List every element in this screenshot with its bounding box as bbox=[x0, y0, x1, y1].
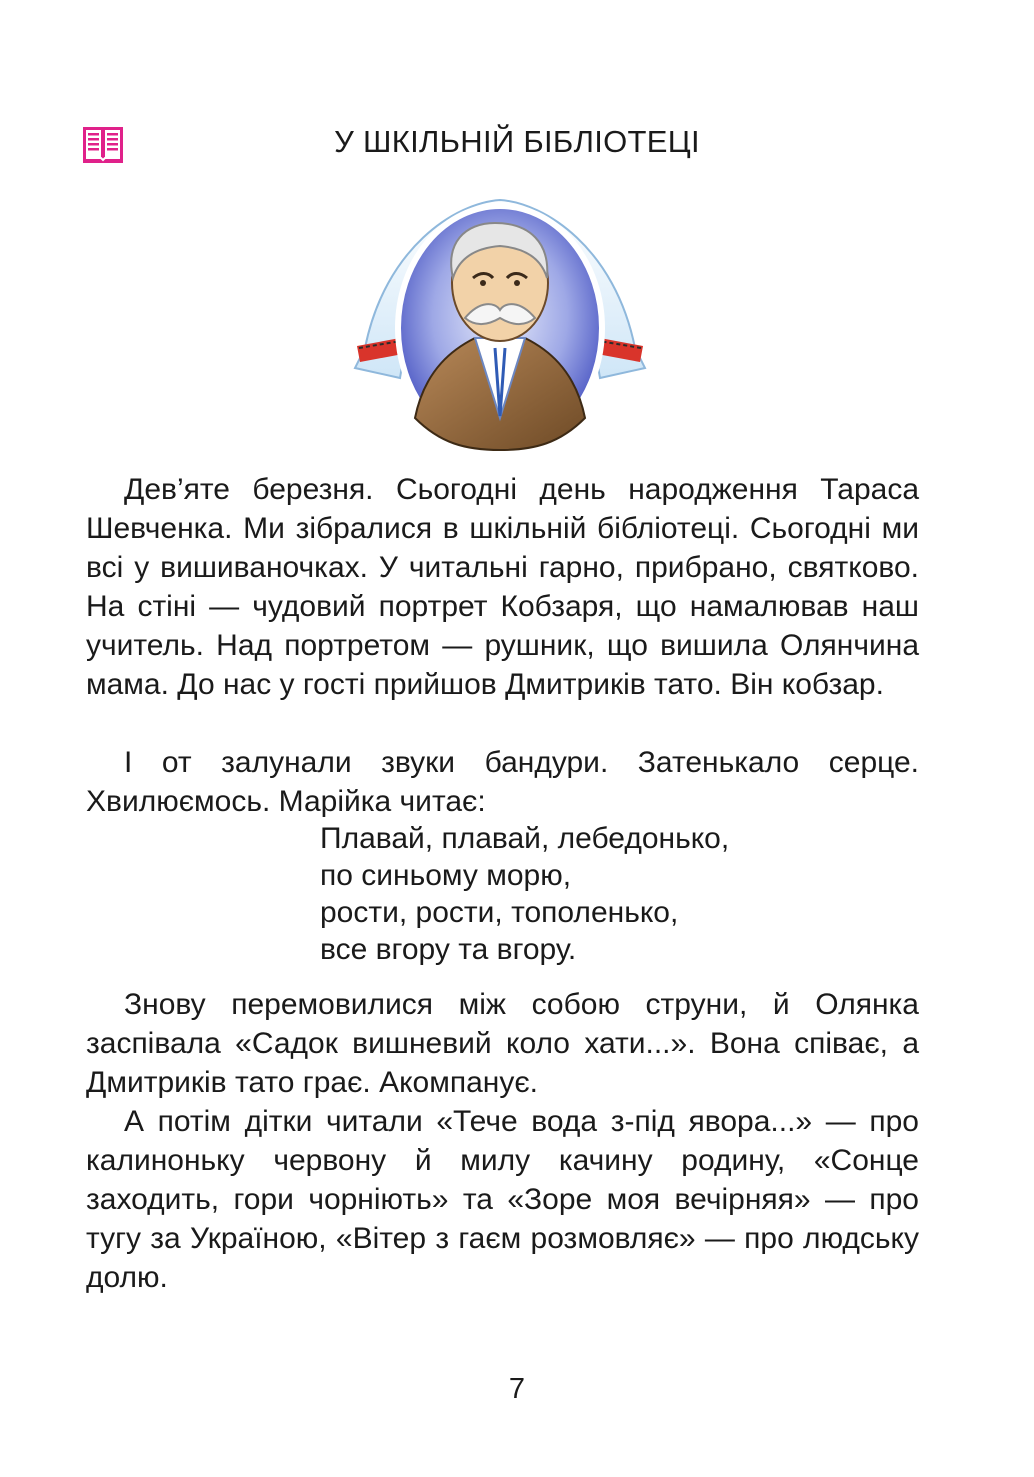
poem-line: по синьому морю, bbox=[320, 859, 572, 892]
poem-line: все вгору та вгору. bbox=[320, 933, 577, 966]
paragraph-1 bbox=[86, 470, 919, 704]
paragraph-text: Знову перемовилися між собою струни, й Олянка заспівала «Садок вишневий коло хати...». Вона співає, а Дмитриків тато грає. Акомпанує. bbox=[86, 988, 919, 1099]
paragraph-4 bbox=[86, 1102, 919, 1297]
page-title: У ШКІЛЬНІЙ БІБЛІОТЕЦІ bbox=[334, 124, 700, 159]
poem-line: рости, рости, тополенько, bbox=[320, 896, 679, 929]
paragraph-text: І от залунали звуки бандури. Затенькало серце. Хвилюємось. Марійка читає: bbox=[86, 746, 919, 818]
page-number: 7 bbox=[508, 1373, 526, 1405]
paragraph-2 bbox=[86, 743, 919, 821]
paragraph-text: А потім дітки читали «Тече вода з-під явора...» — про калиноньку червону й милу качину родину, «Сонце заходить, гори чорніють» та «Зоре моя вечірняя» — про тугу за Україною, «Вітер з гаєм розмовляє» — про людську долю. bbox=[86, 1105, 919, 1294]
paragraph-text: Дев’яте березня. Сьогодні день народження Тараса Шевченка. Ми зібралися в шкільній бібліотеці. Сьогодні ми всі у вишиваночках. У читальні гарно, прибрано, святково. На стіні — чудовий портрет Кобзаря, що намалював наш учитель. Над портретом — рушник, що вишила Олянчина мама. До нас у гості прийшов Дмитриків тато. Він кобзар. bbox=[86, 473, 919, 701]
paragraph-3 bbox=[86, 985, 919, 1102]
poem-stanza bbox=[320, 820, 729, 968]
portrait-illustration bbox=[345, 188, 655, 453]
poem-line: Плавай, плавай, лебедонько, bbox=[320, 822, 730, 855]
